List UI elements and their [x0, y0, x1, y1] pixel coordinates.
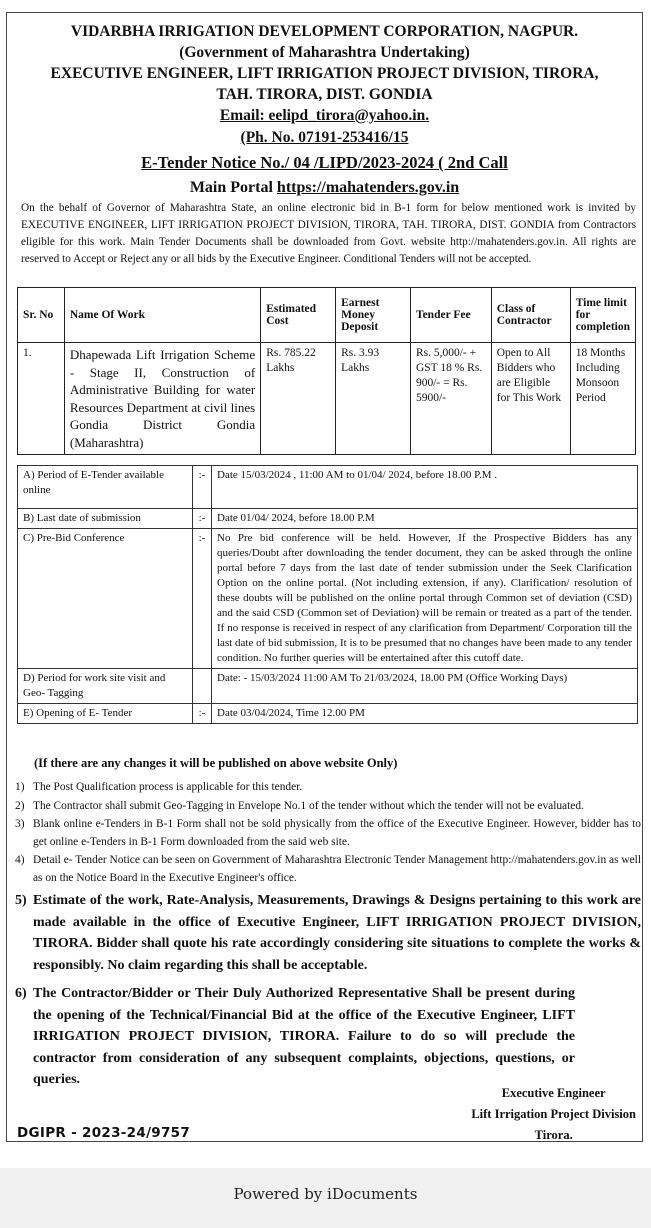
- schedule-value: Date 01/04/ 2024, before 18.00 P.M: [212, 509, 638, 529]
- schedule-row: [18, 669, 638, 704]
- cell-sr-no: 1.: [18, 343, 65, 455]
- changes-note: (If there are any changes it will be published on above website Only): [34, 756, 398, 770]
- schedule-row: [18, 466, 638, 509]
- header-estimated-cost: Estimated Cost: [261, 288, 336, 343]
- schedule-table: [17, 465, 638, 724]
- tender-number: E-Tender Notice No./ 04 /LIPD/2023-2024 ( 2nd Call: [141, 153, 508, 172]
- powered-by-link[interactable]: Powered by iDocuments: [233, 1185, 418, 1203]
- item-number: 4): [15, 854, 25, 866]
- conditions-list: [15, 779, 641, 1091]
- schedule-label: A) Period of E-Tender available online: [18, 466, 193, 509]
- intro-paragraph: On the behalf of Governor of Maharashtra State, an online electronic bid in B-1 form for below mentioned work is invited by EXECUTIVE ENGINEER, LIFT IRRIGATION PROJECT DIVISION, TIRORA, TAH. TIRORA, DIST. GONDIA from Contractors eligible for this work. Main Tender Documents shall be downloaded from Govt. website http://mahatenders.gov.in. All rights are reserved to Accept or Reject any or all bids by the Executive Engineer. Conditional Tenders will not be accepted.: [21, 202, 636, 265]
- portal-label: Main Portal: [189, 179, 277, 196]
- cropped-header-strip: [0, 0, 651, 12]
- schedule-label: E) Opening of E- Tender: [18, 704, 193, 724]
- org-name: VIDARBHA IRRIGATION DEVELOPMENT CORPORATION, NAGPUR.: [70, 23, 579, 40]
- division-name: EXECUTIVE ENGINEER, LIFT IRRIGATION PROJECT DIVISION, TIRORA,: [50, 65, 599, 82]
- signature-block: [471, 1083, 636, 1146]
- header-emd: Earnest Money Deposit: [336, 288, 411, 343]
- signatory-division: Lift Irrigation Project Division: [471, 1107, 636, 1121]
- signatory-title: Executive Engineer: [501, 1086, 606, 1100]
- item-text: Blank online e-Tenders in B-1 Form shall not be sold physically from the office of the Executive Engineer. However, bidder has to get online e-Tenders in B-1 Form downloaded from the said web site.: [33, 818, 641, 848]
- header-sr-no: Sr. No: [18, 288, 65, 343]
- schedule-separator: :-: [193, 509, 212, 529]
- reference-number: DGIPR - 2023-24/9757: [17, 1125, 191, 1141]
- division-location: TAH. TIRORA, DIST. GONDIA: [216, 86, 433, 103]
- cell-estimated-cost: Rs. 785.22 Lakhs: [261, 343, 336, 455]
- cell-name-of-work: Dhapewada Lift Irrigation Scheme - Stage II, Construction of Administrative Building for water Resources Department at civil lines Gondia District Gondia (Maharashtra): [64, 343, 260, 455]
- schedule-value: Date: - 15/03/2024 11:00 AM To 21/03/2024, 18.00 PM (Office Working Days): [212, 669, 638, 704]
- item-text: The Post Qualification process is applicable for this tender.: [33, 781, 303, 793]
- org-subtitle: (Government of Maharashtra Undertaking): [179, 44, 470, 61]
- schedule-value: No Pre bid conference will be held. However, If the Prospective Bidders has any queries/Doubt after downloading the tender document, they can be asked through the online portal before 7 days from the last date of tender submission under the Seek Clarification Option on the online portal. (Not including extension, if any). Clarification/ resolution of these doubts will be published on the online portal through Common set of deviation (CSD) and the said CSD (Common set of Deviation) will be remain or treated as a part of the tender. If no response is received in respect of any clarification from Department/ Corporation till the last date of bid submission, It is to be presumed that no changes have been made to any tender condition. No further queries will be entertained after this cutoff date.: [212, 529, 638, 669]
- phone-line: (Ph. No. 07191-253416/15: [240, 129, 409, 146]
- schedule-separator: [193, 669, 212, 704]
- item-number: 2): [15, 799, 25, 812]
- header-class-of-contractor: Class of Contractor: [491, 288, 570, 343]
- item-text: Estimate of the work, Rate-Analysis, Measurements, Drawings & Designs pertaining to this work are made available in the office of Executive Engineer, LIFT IRRIGATION PROJECT DIVISION, TIRORA. Bidder shall quote his rate accordingly considering site situations to complete the works & responsibly. No claim regarding this shall be acceptable.: [33, 893, 641, 973]
- schedule-label: B) Last date of submission: [18, 509, 193, 529]
- header-time-limit: Time limit for completion: [570, 288, 635, 343]
- cell-tender-fee: Rs. 5,000/- + GST 18 % Rs. 900/- = Rs. 5900/-: [410, 343, 491, 455]
- tender-notice-page: [6, 12, 643, 1142]
- list-item: [15, 890, 641, 976]
- list-item: [15, 852, 641, 887]
- list-item: [15, 816, 641, 851]
- cell-class-of-contractor: Open to All Bidders who are Eligible for This Work: [491, 343, 570, 455]
- signatory-place: Tirora.: [534, 1128, 573, 1142]
- schedule-label: C) Pre-Bid Conference: [18, 529, 193, 669]
- schedule-value: Date 15/03/2024 , 11:00 AM to 01/04/ 2024, before 18.00 P.M .: [212, 466, 638, 509]
- item-number: 1): [15, 781, 25, 793]
- footer-bar: [0, 1168, 651, 1228]
- table-row: [18, 343, 636, 455]
- schedule-row: [18, 529, 638, 669]
- item-number: 5): [15, 893, 27, 908]
- header-name-of-work: Name Of Work: [64, 288, 260, 343]
- item-number: 3): [15, 818, 25, 830]
- schedule-row: [18, 704, 638, 724]
- email-line: Email: eelipd_tirora@yahoo.in.: [219, 107, 430, 124]
- work-details-table: [17, 287, 636, 455]
- schedule-separator: :-: [193, 466, 212, 509]
- item-text: Detail e- Tender Notice can be seen on Government of Maharashtra Electronic Tender Management http://mahatenders.gov.in as well as on the Notice Board in the Executive Engineer's office.: [33, 854, 641, 884]
- schedule-row: [18, 509, 638, 529]
- schedule-separator: :-: [193, 704, 212, 724]
- cell-time-limit: 18 Months Including Monsoon Period: [570, 343, 635, 455]
- header-tender-fee: Tender Fee: [410, 288, 491, 343]
- list-item: [15, 798, 641, 816]
- item-text: The Contractor shall submit Geo-Tagging in Envelope No.1 of the tender without which the tender will not be evaluated.: [33, 799, 584, 812]
- list-item: [15, 779, 641, 797]
- table-header-row: [18, 288, 636, 343]
- schedule-label: D) Period for work site visit and Geo- Tagging: [18, 669, 193, 704]
- schedule-value: Date 03/04/2024, Time 12.00 PM: [212, 704, 638, 724]
- cell-emd: Rs. 3.93 Lakhs: [336, 343, 411, 455]
- portal-line: [7, 179, 642, 197]
- item-number: 6): [15, 986, 27, 1001]
- schedule-separator: :-: [193, 529, 212, 669]
- item-text: The Contractor/Bidder or Their Duly Authorized Representative Shall be present during the opening of the Technical/Financial Bid at the office of the Executive Engineer, LIFT IRRIGATION PROJECT DIVISION, TIRORA. Failure to do so will preclude the contractor from consideration of any subsequent complaints, objections, questions, or queries.: [33, 986, 575, 1087]
- list-item: [15, 983, 575, 1091]
- portal-link[interactable]: https://mahatenders.gov.in: [276, 179, 460, 196]
